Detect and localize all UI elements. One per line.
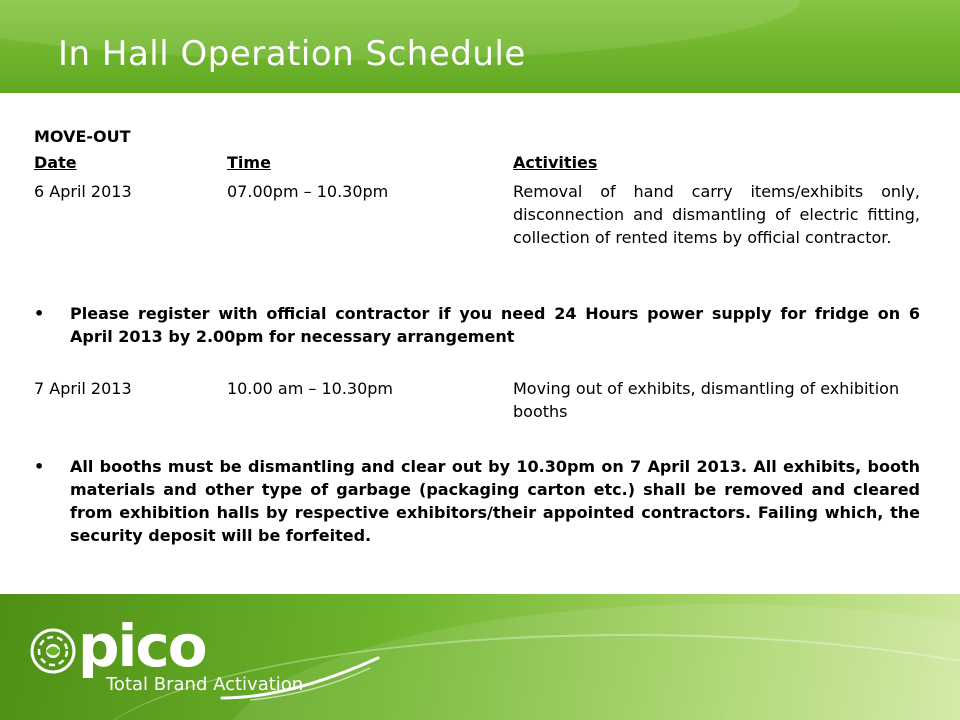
logo-wordmark: pico [78, 612, 206, 680]
column-header-time: Time [227, 153, 271, 172]
row-date: 6 April 2013 [34, 182, 132, 201]
row-activities: Moving out of exhibits, dismantling of exhibition booths [513, 379, 900, 421]
bullet-icon: • [34, 457, 45, 476]
bullet-icon: • [34, 304, 45, 323]
row-activities: Removal of hand carry items/exhibits only, disconnection and dismantling of electric fitting, collection of rented items by official contractor. [513, 182, 920, 247]
title-bar [0, 0, 960, 93]
note-text: All booths must be dismantling and clear out by 10.30pm on 7 April 2013. All exhibits, booth materials and other type of garbage (packaging carton etc.) shall be removed and cleared from exhibition halls by respective exhibitors/their appointed contractors. Failing which, the security deposit will be forfeited. [70, 457, 920, 545]
row-date: 7 April 2013 [34, 379, 132, 398]
footer-banner [0, 594, 960, 720]
column-header-activities: Activities [513, 153, 598, 172]
row-time: 07.00pm – 10.30pm [227, 182, 389, 201]
pico-swirl-logo-icon [30, 628, 76, 674]
column-header-date: Date [34, 153, 77, 172]
logo-swoosh-icon [220, 654, 380, 704]
row-time: 10.00 am – 10.30pm [227, 379, 393, 398]
section-label: MOVE-OUT [34, 127, 131, 146]
note-text: Please register with official contractor if you need 24 Hours power supply for fridge on 6 April 2013 by 2.00pm for necessary arrangement [70, 304, 920, 346]
page-title: In Hall Operation Schedule [58, 34, 526, 74]
logo-tagline: Total Brand Activation [106, 674, 304, 695]
